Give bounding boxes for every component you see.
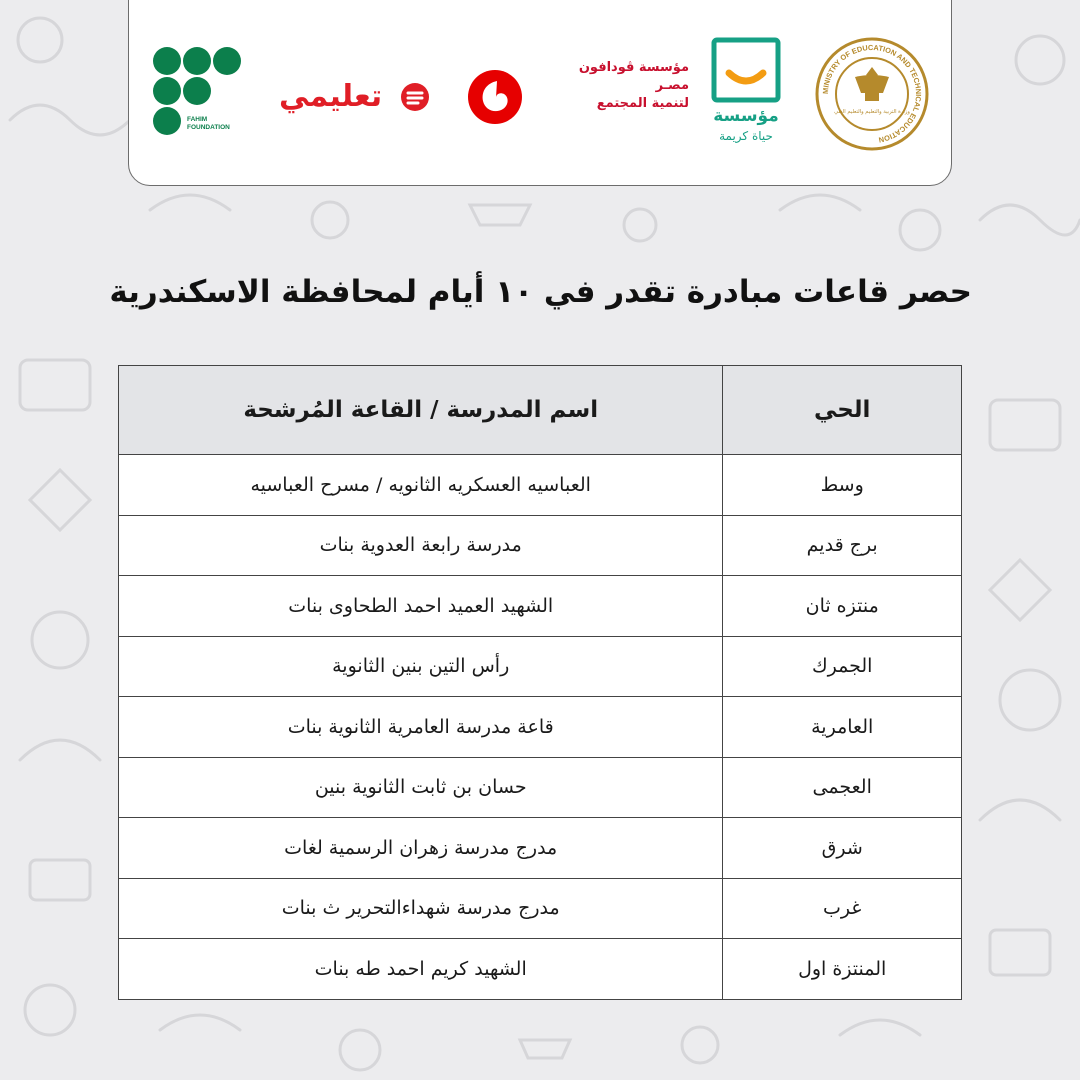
district-cell: العجمى [723,757,962,818]
district-cell: منتزه ثان [723,576,962,637]
table-row [119,576,962,637]
district-cell: برج قديم [723,515,962,576]
vodafone-foundation-logo [465,59,691,139]
school-cell: الشهيد العميد احمد الطحاوى بنات [119,576,723,637]
school-cell: مدرج مدرسة شهداءالتحرير ث بنات [119,878,723,939]
table-header-row [119,366,962,455]
hayah-karima-emblem-icon [711,37,781,103]
table-row [119,697,962,758]
taalimy-emblem-icon [399,81,431,113]
fahim-dot-icon [183,77,211,105]
table-row [119,818,962,879]
school-column-header: اسم المدرسة / القاعة المُرشحة [119,366,723,455]
page-title: حصر قاعات مبادرة تقدر في ١٠ أيام لمحافظة الاسكندرية [109,274,972,310]
fahim-dot-icon [183,47,211,75]
district-cell: الجمرك [723,636,962,697]
school-cell: الشهيد كريم احمد طه بنات [119,939,723,1000]
fahim-name-text: FAHIM [187,116,208,123]
school-cell: قاعة مدرسة العامرية الثانوية بنات [119,697,723,758]
school-cell: مدرج مدرسة زهران الرسمية لغات [119,818,723,879]
fahim-dot-icon [213,47,241,75]
district-cell: غرب [723,878,962,939]
fahim-foundation-logo [151,45,247,145]
taalimy-text: تعليمي [279,79,383,114]
table-row [119,636,962,697]
fahim-dot-icon [153,107,181,135]
ministry-education-seal [815,37,929,151]
table-row [119,878,962,939]
school-cell: مدرسة رابعة العدوية بنات [119,515,723,576]
vodafone-line3: لتنمية المجتمع [596,96,689,111]
fahim-dot-icon [153,77,181,105]
fahim-foundation-text: FOUNDATION [187,124,230,131]
district-cell: العامرية [723,697,962,758]
table-row [119,455,962,516]
school-cell: حسان بن ثابت الثانوية بنين [119,757,723,818]
taalimy-logo [279,75,439,119]
table-row [119,757,962,818]
hayah-karima-line1: مؤسسة [713,106,779,126]
ministry-english-text: MINISTRY OF EDUCATION AND TECHNICAL EDUCATION [820,42,924,145]
table-row [119,939,962,1000]
hayah-karima-line2: حياة كريمة [719,129,773,143]
vodafone-line2: مصـر [655,78,689,93]
school-cell: رأس التين بنين الثانوية [119,636,723,697]
district-cell: وسط [723,455,962,516]
district-cell: المنتزة اول [723,939,962,1000]
vodafone-line1: مؤسسة ڤودافون [578,60,689,75]
vodafone-icon [467,69,523,125]
district-column-header: الحي [723,366,962,455]
ministry-arabic-text: وزارة التربية والتعليم والتعليم الفني [834,109,910,115]
table-row [119,515,962,576]
fahim-dot-icon [153,47,181,75]
halls-table [118,365,962,1000]
hayah-karima-logo [707,37,785,149]
logos-header-card [128,0,952,186]
district-cell: شرق [723,818,962,879]
school-cell: العباسيه العسكريه الثانويه / مسرح العباسيه [119,455,723,516]
